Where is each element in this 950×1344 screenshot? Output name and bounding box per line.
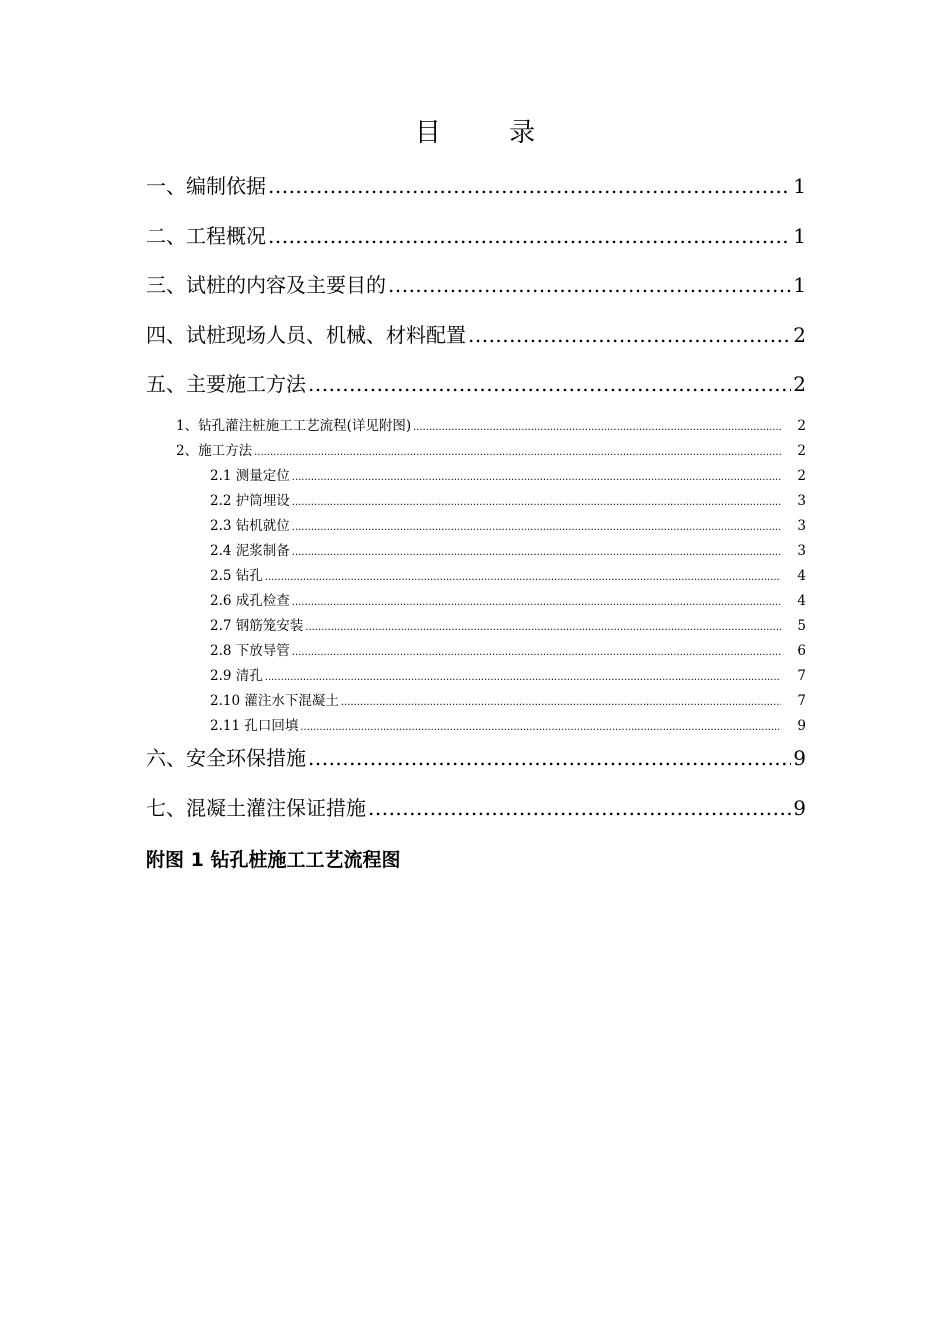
dot-leader [388,271,791,299]
dot-leader [292,518,782,538]
toc-entry-page: 7 [797,693,806,709]
toc-entry-page: 3 [797,518,806,534]
dot-leader [300,718,781,738]
appendix-heading: 附图 1 钻孔桩施工工艺流程图 [146,849,401,871]
toc-entry-label: 2.4 泥浆制备 [210,543,290,559]
toc-entry-page: 9 [797,718,806,734]
dot-leader [413,418,781,438]
toc-entry-label: 2.6 成孔检查 [210,593,290,609]
toc-subentry[interactable] [176,441,806,461]
toc-entry-label: 一、编制依据 [146,174,266,198]
toc-subsubentry[interactable] [210,516,806,536]
toc-entry[interactable] [146,172,806,200]
toc-entry-page: 2 [793,372,806,396]
toc-entry-label: 2.7 钢筋笼安装 [210,618,304,634]
toc-subsubentry[interactable] [210,566,806,586]
toc-subsubentry[interactable] [210,466,806,486]
toc-entry-page: 5 [797,618,806,634]
toc-entry-page: 7 [797,668,806,684]
toc-entry-page: 4 [797,593,806,609]
dot-leader [308,370,791,398]
toc-subentry[interactable] [176,416,806,436]
toc-entry[interactable] [146,321,806,349]
toc-entry-label: 2.2 护筒埋设 [210,493,290,509]
toc-subsubentry[interactable] [210,616,806,636]
dot-leader [265,668,782,688]
toc-entry-page: 3 [797,543,806,559]
toc-entry-page: 1 [793,273,806,297]
toc-entry-label: 2.3 钻机就位 [210,518,290,534]
toc-entry[interactable] [146,794,806,822]
toc-entry-page: 2 [793,323,806,347]
toc-subsubentry[interactable] [210,641,806,661]
toc-entry-label: 二、工程概况 [146,224,266,248]
toc-entry-page: 3 [797,493,806,509]
toc-entry-label: 2、施工方法 [176,443,253,459]
toc-entry-page: 1 [793,174,806,198]
toc-entry-page: 1 [793,224,806,248]
dot-leader [268,172,791,200]
toc-subsubentry[interactable] [210,691,806,711]
dot-leader [292,543,782,563]
toc-subsubentry[interactable] [210,541,806,561]
toc-entry-label: 七、混凝土灌注保证措施 [146,796,366,820]
toc-entry-label: 2.11 孔口回填 [210,718,299,734]
toc-subsubentry[interactable] [210,716,806,736]
dot-leader [292,493,782,513]
toc-entry[interactable] [146,744,806,772]
toc-entry-label: 六、安全环保措施 [146,746,306,770]
toc-entry-page: 9 [793,746,806,770]
toc-entry-page: 2 [797,418,806,434]
dot-leader [292,468,782,488]
toc-entry[interactable] [146,370,806,398]
toc-entry[interactable] [146,222,806,250]
toc-subsubentry[interactable] [210,666,806,686]
toc-entry-page: 6 [797,643,806,659]
toc-entry-label: 2.10 灌注水下混凝土 [210,693,339,709]
toc-subsubentry[interactable] [210,491,806,511]
dot-leader [254,443,781,463]
toc-entry-label: 五、主要施工方法 [146,372,306,396]
toc-entry-label: 2.8 下放导管 [210,643,290,659]
toc-entry-label: 2.5 钻孔 [210,568,263,584]
toc-entry-page: 2 [797,468,806,484]
toc-title: 目 录 [414,118,566,148]
dot-leader [341,693,782,713]
toc-entry-label: 2.9 清孔 [210,668,263,684]
toc-entry-page: 9 [793,796,806,820]
toc-entry-label: 2.1 测量定位 [210,468,290,484]
toc-entry-label: 四、试桩现场人员、机械、材料配置 [146,323,466,347]
dot-leader [292,643,782,663]
toc-entry-page: 2 [797,443,806,459]
toc-entry[interactable] [146,271,806,299]
toc-subsubentry[interactable] [210,591,806,611]
toc-entry-page: 4 [797,568,806,584]
dot-leader [468,321,791,349]
dot-leader [292,593,782,613]
toc-entry-label: 三、试桩的内容及主要目的 [146,273,386,297]
dot-leader [265,568,782,588]
toc-entry-label: 1、钻孔灌注桩施工工艺流程(详见附图) [176,418,412,434]
dot-leader [305,618,781,638]
dot-leader [368,794,791,822]
dot-leader [268,222,791,250]
dot-leader [308,744,791,772]
